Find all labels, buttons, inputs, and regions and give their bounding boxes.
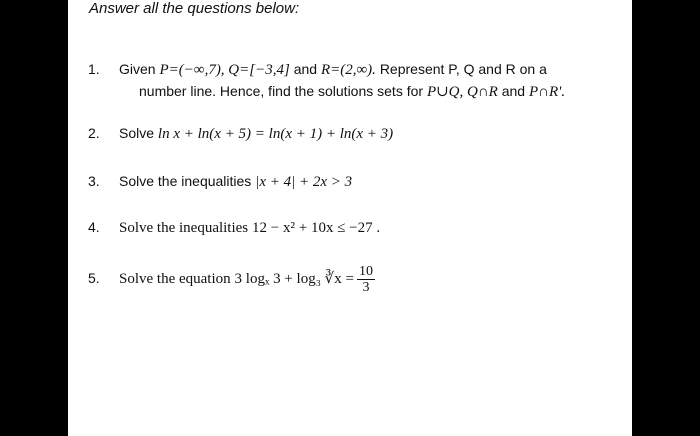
q1-line2-and: and — [501, 83, 526, 99]
question-4 — [88, 216, 380, 239]
question-sheet — [68, 0, 632, 436]
question-number: 1. — [88, 61, 100, 77]
q4-prefix: Solve the inequalities — [119, 220, 249, 236]
question-3 — [88, 170, 352, 193]
question-2 — [88, 122, 393, 145]
q5-prefix: Solve the equation — [119, 271, 231, 287]
q1-union-intersection-math: P∪Q, Q∩R — [426, 84, 498, 100]
q5-fraction — [357, 264, 375, 295]
q1-complement-math: P∩R'. — [528, 84, 566, 100]
question-number: 4. — [88, 219, 100, 235]
question-1 — [88, 58, 628, 102]
question-5 — [88, 258, 375, 299]
q1-line2-text: number line. Hence, find the solutions sets for — [139, 83, 424, 99]
q1-set-r-math: R=(2,∞). — [320, 62, 376, 78]
question-number: 3. — [88, 173, 100, 189]
instructions-heading: Answer all the questions below: — [89, 0, 300, 17]
q5-fraction-denominator: 3 — [362, 279, 370, 295]
q4-inequality: 12 − x² + 10x ≤ −27 . — [252, 220, 381, 236]
q3-inequality: |x + 4| + 2x > 3 — [255, 174, 353, 190]
q1-line-2 — [139, 80, 565, 103]
question-number: 5. — [88, 270, 100, 286]
q5-equation: 3 logₓ 3 + log₃ ∛x = — [234, 271, 354, 287]
q1-and: and — [293, 61, 318, 77]
q1-suffix: Represent P, Q and R on a — [379, 61, 547, 77]
q2-prefix: Solve — [119, 125, 155, 141]
question-number: 2. — [88, 125, 100, 141]
q2-equation: ln x + ln(x + 5) = ln(x + 1) + ln(x + 3) — [157, 126, 394, 142]
q3-prefix: Solve the inequalities — [119, 173, 252, 189]
q1-prefix: Given — [119, 61, 156, 77]
q5-fraction-numerator: 10 — [358, 263, 373, 279]
q1-sets-math: P=(−∞,7), Q=[−3,4] — [159, 62, 290, 78]
